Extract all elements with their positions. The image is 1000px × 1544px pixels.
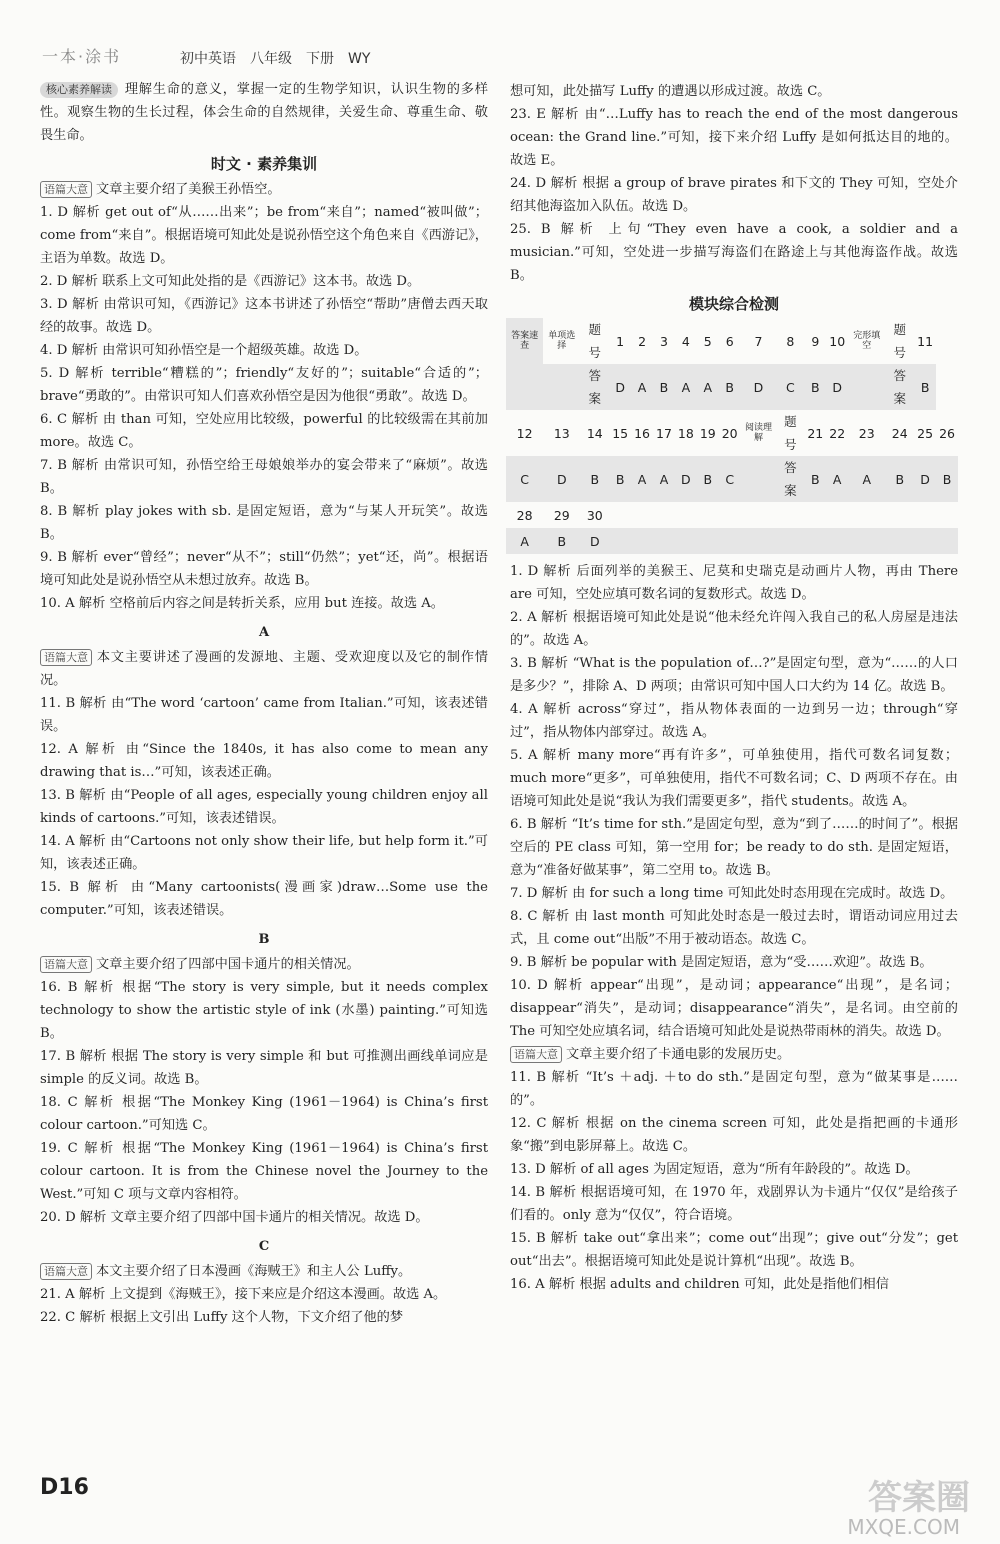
cell-ans: A	[681, 379, 691, 395]
cell-ans: A	[832, 471, 842, 487]
brand-logo: 一本·涂书	[42, 47, 122, 66]
answer-item: 11. B 解析 由“The word ‘cartoon’ came from Italian.”可知，该表述错误。	[40, 696, 488, 734]
cell-num: 9	[811, 333, 820, 349]
summary-tag: 语篇大意	[510, 1046, 562, 1063]
cell-ans: A	[637, 471, 647, 487]
cell-ans: D	[920, 471, 930, 487]
answer-item: 24. D 解析 根据 a group of brave pirates 和下文的 They 可知，空处介绍其他海盗加入队伍。故选 D。	[510, 176, 958, 214]
answer-item: 8. B 解析 play jokes with sb. 是固定短语，意为“与某人开玩笑”。故选 B。	[40, 504, 488, 542]
cell-num: 8	[786, 333, 795, 349]
cell-num: 1	[616, 333, 625, 349]
cell-num: 20	[721, 425, 738, 441]
core-literacy	[40, 78, 488, 147]
cell-num: 26	[939, 425, 955, 441]
answer-item: 22. C 解析 根据上文引出 Luffy 这个人物，下文介绍了他的梦	[40, 1310, 404, 1325]
cell-num: 13	[553, 425, 570, 441]
answer-list-2	[40, 692, 488, 922]
section-letter-c: C	[258, 1239, 270, 1254]
answer-item: 1. D 解析 get out of“从……出来”；be from“来自”；named“被叫做”；come from“来自”。根据语境可知此处是说孙悟空这个角色来自《西游记》，主语为单数。故选 D。	[40, 205, 488, 266]
cell-num: 18	[677, 425, 694, 441]
cell-num: 17	[656, 425, 672, 441]
answer-item: 想可知，此处描写 Luffy 的遭遇以形成过渡。故选 C。	[510, 84, 831, 99]
cell-ans: D	[589, 533, 600, 549]
cell-num: 14	[586, 425, 603, 441]
answer-list-4	[40, 1283, 488, 1329]
cell-num: 11	[917, 333, 934, 349]
cell-ans: D	[615, 379, 625, 395]
cell-num: 16	[634, 425, 651, 441]
answer-item: 8. C 解析 由 last month 可知此处时态是一般过去时，谓语动词应用过去式，且 come out“出版”不用于被动语态。故选 C。	[510, 909, 958, 947]
cell-num: 3	[659, 333, 668, 349]
passage-summary	[510, 1043, 958, 1066]
answer-item: 15. B 解析 由“Many cartoonists(漫画家)draw…Some use the computer.”可知，该表述错误。	[40, 880, 488, 918]
core-text: 理解生命的意义，掌握一定的生物学知识，认识生物的多样性。观察生物的生长过程，体会生命的自然规律，关爱生命、尊重生命、敬畏生命。	[40, 82, 488, 143]
section-letter-a: A	[258, 625, 270, 640]
cell-ans: A	[703, 379, 713, 395]
cell-ans: D	[832, 379, 843, 395]
cell-ans: C	[520, 471, 529, 487]
cell-ans: A	[637, 379, 647, 395]
module-title: 模块综合检测	[688, 295, 779, 313]
cell-ans: A	[520, 533, 529, 549]
summary-text: 本文主要讲述了漫画的发源地、主题、受欢迎度以及它的制作情况。	[40, 650, 488, 688]
summary-text: 文章主要介绍了卡通电影的发展历史。	[566, 1047, 791, 1062]
cell-ans: B	[557, 533, 567, 549]
cell-ans: B	[811, 471, 820, 487]
passage-summary	[40, 1260, 488, 1283]
passage-summary	[40, 953, 488, 976]
cell-num: 23	[858, 425, 875, 441]
answer-item: 14. A 解析 由“Cartoons not only show their life, but help form it.”可知，该表述正确。	[40, 834, 488, 872]
cell-ans: B	[895, 471, 905, 487]
cell-num: 10	[829, 333, 846, 349]
answer-item: 23. E 解析 由“…Luffy has to reach the end of the most dangerous ocean: the Grand line.”可知，接下来介绍 Luffy 是如何抵达目的地的。故选 E。	[510, 107, 958, 168]
answer-item: 11. B 解析 “It’s ＋adj. ＋to do sth.”是固定句型，意为“做某事是……的”。	[510, 1070, 958, 1108]
cell-num: 4	[681, 333, 690, 349]
answer-item: 16. A 解析 根据 adults and children 可知，此处是指他们相信	[510, 1277, 889, 1292]
answer-item: 7. B 解析 由常识可知，孙悟空给王母娘娘举办的宴会带来了“麻烦”。故选 B。	[40, 458, 488, 496]
answer-item: 21. A 解析 上文提到《海贼王》，接下来应是介绍这本漫画。故选 A。	[40, 1287, 447, 1302]
cell-num: 15	[612, 425, 629, 441]
summary-text: 文章主要介绍了美猴王孙悟空。	[96, 182, 281, 197]
cell-num: 2	[638, 333, 647, 349]
cell-num: 24	[891, 425, 908, 441]
answer-item: 4. D 解析 由常识可知孙悟空是一个超级英雄。故选 D。	[40, 343, 368, 358]
cell-num: 25	[917, 425, 934, 441]
page-number: D16	[40, 1475, 89, 1500]
answer-item: 7. D 解析 由 for such a long time 可知此处时态用现在完成时。故选 D。	[510, 886, 954, 901]
cell-ans: D	[753, 379, 764, 395]
answer-item: 2. D 解析 联系上文可知此处指的是《西游记》这本书。故选 D。	[40, 274, 421, 289]
cell-ans: B	[811, 379, 820, 395]
cell-num: 22	[829, 425, 846, 441]
passage-summary	[40, 646, 488, 692]
answer-item: 14. B 解析 根据语境可知，在 1970 年，戏剧界认为卡通片“仅仅”是给孩子们看的。only 意为“仅仅”，符合语境。	[510, 1185, 958, 1223]
page-header	[0, 44, 1000, 74]
row-label: 题号	[588, 322, 602, 360]
cell-ans: D	[681, 471, 691, 487]
cell-ans: B	[615, 471, 625, 487]
answer-item: 9. B 解析 be popular with 是固定短语，意为“受……欢迎”。故选 B。	[510, 955, 933, 970]
answer-item: 4. A 解析 across“穿过”，指从物体表面的一边到另一边；through“穿过”，指从物体内部穿过。故选 A。	[510, 702, 958, 740]
cell-num: 28	[516, 507, 533, 523]
answer-item: 25. B 解析 上句“They even have a cook, a soldier and a musician.”可知，空处进一步描写海盗们在路途上与其他海盗作战。故选 B。	[510, 222, 958, 283]
answer-item: 16. B 解析 根据“The story is very simple, but it needs complex technology to show the artistic style of ink (水墨) painting.”可知选 B。	[40, 980, 488, 1041]
section-label-cloze: 完形填空	[853, 331, 881, 351]
answer-item: 3. D 解析 由常识可知，《西游记》这本书讲述了孙悟空“帮助”唐僧去西天取经的故事。故选 D。	[40, 297, 488, 335]
row-label: 答案	[588, 368, 602, 406]
cell-num: 5	[703, 333, 712, 349]
cell-ans: D	[556, 471, 567, 487]
cell-ans: B	[942, 471, 952, 487]
answer-item: 17. B 解析 根据 The story is very simple 和 but 可推测出画线单词应是 simple 的反义词。故选 B。	[40, 1049, 488, 1087]
answer-item: 3. B 解析 “What is the population of…?”是固定句型，意为“……的人口是多少？”，排除 A、D 两项；由常识可知中国人口大约为 14 亿。故选 B。	[510, 656, 958, 694]
section-label-single: 单项选择	[548, 331, 576, 351]
cell-ans: B	[725, 379, 734, 395]
answer-list-6	[510, 560, 958, 1043]
row-label: 题号	[784, 414, 797, 452]
answer-item: 20. D 解析 文章主要介绍了四部中国卡通片的相关情况。故选 D。	[40, 1210, 429, 1225]
cell-ans: C	[725, 471, 735, 487]
cell-ans: A	[862, 471, 872, 487]
answer-table-label: 答案速查	[506, 318, 543, 364]
answer-item: 18. C 解析 根据“The Monkey King (1961－1964) is China’s first colour cartoon.”可知选 C。	[40, 1095, 488, 1133]
answer-item: 10. A 解析 空格前后内容之间是转折关系，应用 but 连接。故选 A。	[40, 596, 444, 611]
passage-summary	[40, 178, 488, 201]
answer-item: 10. D 解析 appear“出现”，是动词；appearance“出现”，是名词；disappear“消失”，是动词；disappearance“消失”，是名词。由空前的 The 可知空处应填名词，结合语境可知此处是说热带雨林的消失。故选 D。	[510, 978, 958, 1039]
answer-item: 6. C 解析 由 than 可知，空处应用比较级，powerful 的比较级需在其前加 more。故选 C。	[40, 412, 488, 450]
answer-item: 13. D 解析 of all ages 为固定短语，意为“所有年龄段的”。故选 D。	[510, 1162, 919, 1177]
cell-ans: C	[785, 379, 795, 395]
cell-num: 19	[699, 425, 716, 441]
cell-ans: B	[590, 471, 600, 487]
section-title: 时文 · 素养集训	[210, 155, 318, 173]
answer-item: 2. A 解析 根据语境可知此处是说“他未经允许闯入我自己的私人房屋是违法的”。故选 A。	[510, 610, 958, 648]
answer-item: 19. C 解析 根据“The Monkey King (1961－1964) is China’s first colour cartoon. It is from the Chinese novel the Journey to the West.”可知 C 项与文章内容相符。	[40, 1141, 488, 1202]
answer-list-5	[510, 80, 958, 287]
cell-num: 29	[553, 507, 570, 523]
summary-tag: 语篇大意	[40, 956, 92, 973]
cell-num: 21	[807, 425, 824, 441]
cell-num: 30	[586, 507, 603, 523]
answer-item: 9. B 解析 ever“曾经”；never“从不”；still“仍然”；yet“还，尚”。根据语境可知此处是说孙悟空从未想过放弃。故选 B。	[40, 550, 488, 588]
summary-tag: 语篇大意	[40, 649, 92, 666]
core-badge: 核心素养解读	[40, 82, 118, 98]
watermark-site: MXQE.COM	[847, 1515, 960, 1539]
cell-ans: B	[659, 379, 669, 395]
left-column	[40, 78, 488, 1329]
answer-item: 5. A 解析 many more“再有许多”，可单独使用，指代可数名词复数；much more“更多”，可单独使用，指代不可数名词；C、D 两项不存在。由语境可知此处是说“我认为我们需要更多”，指代 students。故选 A。	[510, 748, 958, 809]
summary-text: 文章主要介绍了四部中国卡通片的相关情况。	[96, 957, 360, 972]
answer-item: 12. C 解析 根据 on the cinema screen 可知，此处是指把画的卡通形象“搬”到电影屏幕上。故选 C。	[510, 1116, 958, 1154]
cell-num: 7	[754, 333, 763, 349]
answer-list-7	[510, 1066, 958, 1296]
answer-item: 15. B 解析 take out“拿出来”；come out“出现”；give out“分发”；get out“出去”。根据语境可知此处是说计算机“出现”。故选 B。	[510, 1231, 958, 1269]
right-column	[510, 80, 958, 1296]
summary-text: 本文主要介绍了日本漫画《海贼王》和主人公 Luffy。	[96, 1264, 412, 1279]
summary-tag: 语篇大意	[40, 181, 92, 198]
cell-ans: B	[703, 471, 713, 487]
answer-item: 12. A 解析 由“Since the 1840s, it has also come to mean any drawing that is…”可知，该表述正确。	[40, 742, 488, 780]
row-label: 答案	[893, 368, 907, 406]
summary-tag: 语篇大意	[40, 1263, 92, 1280]
answer-item: 5. D 解析 terrible“糟糕的”；friendly“友好的”；suitable“合适的”；brave“勇敢的”。由常识可知人们喜欢孙悟空是因为他很“勇敢”。故选 D。	[40, 366, 488, 404]
subject-label: 初中英语 八年级 下册 WY	[180, 51, 371, 67]
watermark-logo: 答案圈	[868, 1478, 970, 1518]
section-letter-b: B	[258, 932, 270, 947]
row-label: 题号	[893, 322, 907, 360]
section-label-reading: 阅读理解	[744, 423, 772, 443]
cell-num: 12	[516, 425, 533, 441]
cell-ans: B	[920, 379, 930, 395]
row-label: 答案	[784, 460, 797, 498]
answer-list-3	[40, 976, 488, 1229]
answer-item: 13. B 解析 由“People of all ages, especially young children enjoy all kinds of cartoons.”可知，该表述错误。	[40, 788, 488, 826]
answer-list-1	[40, 201, 488, 615]
answer-table	[506, 318, 958, 554]
answer-item: 6. B 解析 “It’s time for sth.”是固定句型，意为“到了……的时间了”。根据空后的 PE class 可知，第一空用 for；be ready to do sth. 是固定短语，意为“准备好做某事”，第二空用 to。故选 B。	[510, 817, 958, 878]
cell-ans: A	[659, 471, 669, 487]
cell-num: 6	[725, 333, 734, 349]
answer-item: 1. D 解析 后面列举的美猴王、尼莫和史瑞克是动画片人物，再由 There are 可知，空处应填可数名词的复数形式。故选 D。	[510, 564, 958, 602]
